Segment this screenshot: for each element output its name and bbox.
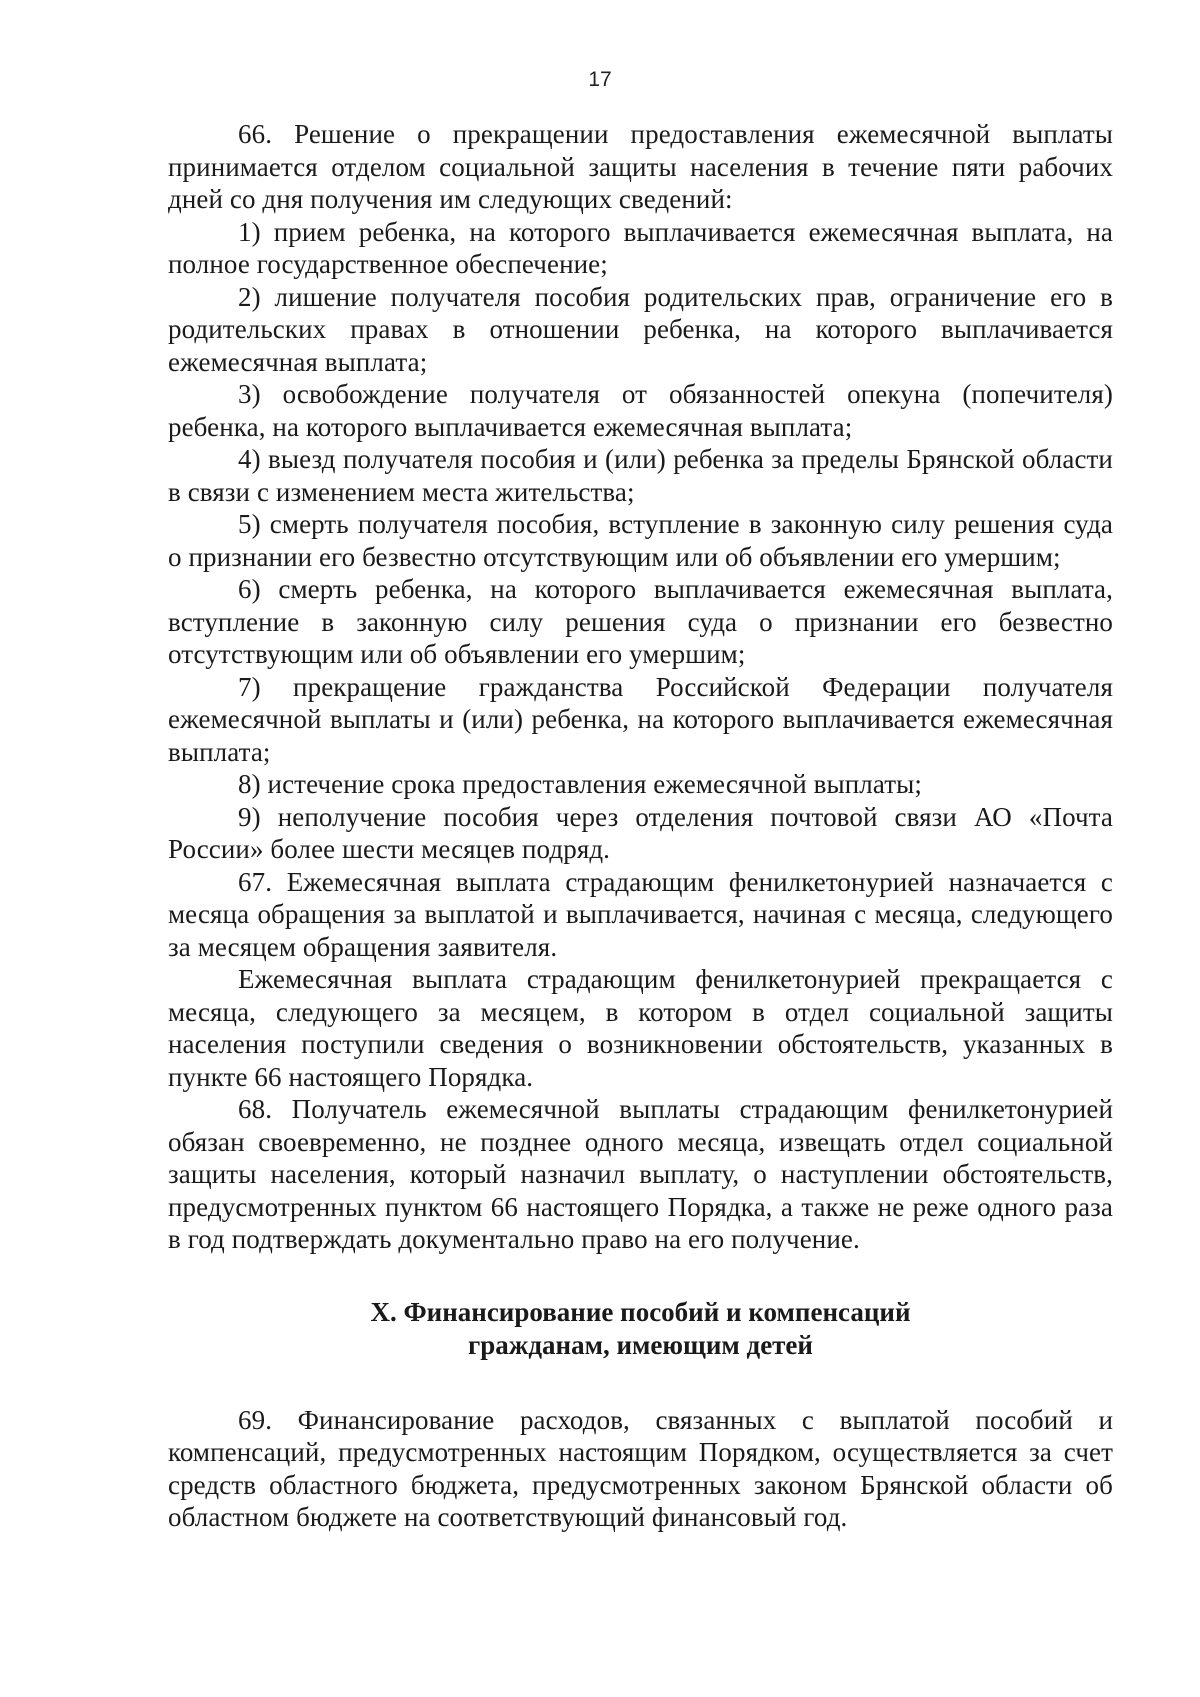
section-heading-line-2: гражданам, имеющим детей	[468, 1329, 813, 1360]
list-item-7: 7) прекращение гражданства Российской Федерации получателя ежемесячной выплаты и (или) ребенка, на которого выплачивается ежемесячная выплата;	[168, 671, 1113, 767]
section-heading	[168, 1296, 1113, 1362]
paragraph-68: 68. Получатель ежемесячной выплаты страдающим фенилкетонурией обязан своевременно, не позднее одного месяца, извещать отдел социальной защиты населения, который назначил выплату, о наступлении обстоятельств, предусмотренных пунктом 66 настоящего Порядка, а также не реже одного раза в год подтверждать документально право на его получение.	[168, 1094, 1113, 1254]
list-item-5: 5) смерть получателя пособия, вступление в законную силу решения суда о признании его безвестно отсутствующим или об объявлении его умершим;	[168, 509, 1113, 572]
list-item-6: 6) смерть ребенка, на которого выплачивается ежемесячная выплата, вступление в законную силу решения суда о признании его безвестно отсутствующим или об объявлении его умершим;	[168, 574, 1113, 669]
document-body	[168, 118, 1113, 1534]
section-heading-line-1: X. Финансирование пособий и компенсаций	[370, 1296, 911, 1327]
list-item-2: 2) лишение получателя пособия родительских прав, ограничение его в родительских правах в отношении ребенка, на которого выплачивается ежемесячная выплата;	[168, 281, 1113, 377]
list-item-4: 4) выезд получателя пособия и (или) ребенка за пределы Брянской области в связи с изменением места жительства;	[168, 444, 1113, 507]
list-item-1: 1) прием ребенка, на которого выплачивается ежемесячная выплата, на полное государственное обеспечение;	[168, 216, 1113, 279]
paragraph-69: 69. Финансирование расходов, связанных с выплатой пособий и компенсаций, предусмотренных настоящим Порядком, осуществляется за счет средств областного бюджета, предусмотренных законом Брянской области об областном бюджете на соответствующий финансовый год.	[168, 1404, 1113, 1532]
page-number: 17	[588, 68, 612, 91]
section-spacer	[168, 1362, 1113, 1404]
list-item-3: 3) освобождение получателя от обязанностей опекуна (попечителя) ребенка, на которого выплачивается ежемесячная выплата;	[168, 379, 1113, 442]
paragraph-67: 67. Ежемесячная выплата страдающим фенилкетонурией назначается с месяца обращения за выплатой и выплачивается, начиная с месяца, следующего за месяцем обращения заявителя.	[168, 866, 1113, 962]
list-item-8: 8) истечение срока предоставления ежемесячной выплаты;	[238, 769, 922, 799]
list-item-9: 9) неполучение пособия через отделения почтовой связи АО «Почта России» более шести месяцев подряд.	[168, 801, 1113, 864]
paragraph-67-continued: Ежемесячная выплата страдающим фенилкетонурией прекращается с месяца, следующего за месяцем, в котором в отдел социальной защиты населения поступили сведения о возникновении обстоятельств, указанных в пункте 66 настоящего Порядка.	[168, 964, 1113, 1092]
paragraph-66: 66. Решение о прекращении предоставления ежемесячной выплаты принимается отделом социальной защиты населения в течение пяти рабочих дней со дня получения им следующих сведений:	[168, 119, 1113, 214]
